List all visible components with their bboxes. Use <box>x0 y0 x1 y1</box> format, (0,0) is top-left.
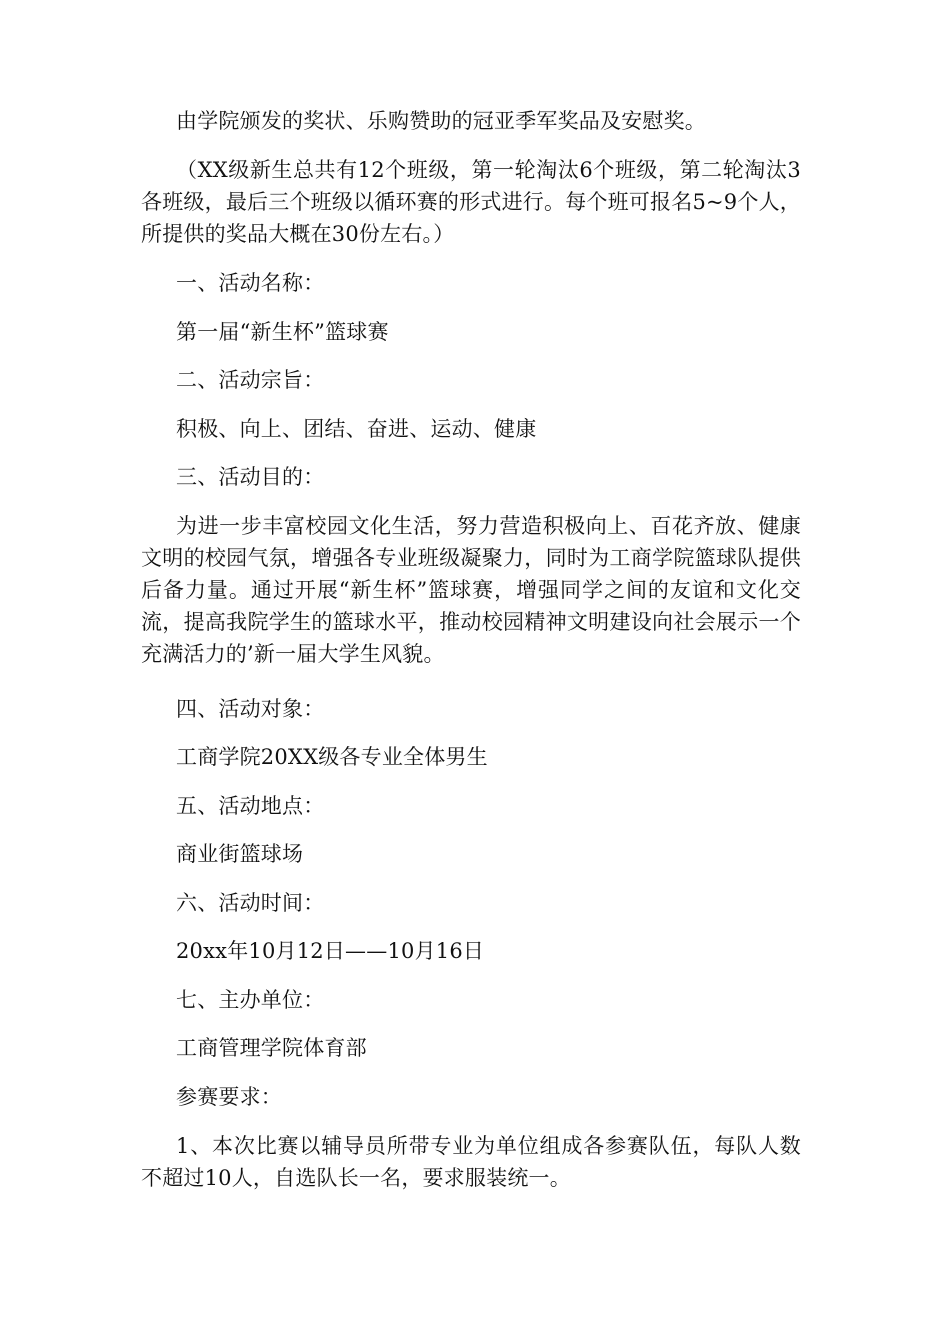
paragraph-activity-name: 第一届“新生杯”篮球赛 <box>176 320 389 344</box>
paragraph-organizer: 工商管理学院体育部 <box>176 1036 367 1060</box>
heading-activity-target: 四、活动对象： <box>176 697 325 721</box>
heading-requirements: 参赛要求： <box>176 1085 282 1109</box>
paragraph-activity-target: 工商学院20XX级各专业全体男生 <box>176 745 488 769</box>
heading-activity-time: 六、活动时间： <box>176 891 325 915</box>
paragraph-activity-location: 商业街篮球场 <box>176 842 304 866</box>
heading-activity-name: 一、活动名称： <box>176 271 325 295</box>
paragraph-class-note: （XX级新生总共有12个班级，第一轮淘汰6个班级，第二轮淘汰3各班级，最后三个班级以循环赛的形式进行。每个班可报名5~9个人，所提供的奖品大概在30份左右。） <box>141 158 801 246</box>
paragraph-activity-goal: 为进一步丰富校园文化生活，努力营造积极向上、百花齐放、健康文明的校园气氛，增强各专业班级凝聚力，同时为工商学院篮球队提供后备力量。通过开展“新生杯”篮球赛，增强同学之间的友谊和文化交流，提高我院学生的篮球水平，推动校园精神文明建设向社会展示一个充满活力的’新一届大学生风貌。 <box>141 514 801 666</box>
paragraph-requirement-1: 1、本次比赛以辅导员所带专业为单位组成各参赛队伍，每队人数不超过10人，自选队长一名，要求服装统一。 <box>141 1134 801 1190</box>
paragraph-activity-purpose: 积极、向上、团结、奋进、运动、健康 <box>176 417 537 441</box>
paragraph-awards: 由学院颁发的奖状、乐购赞助的冠亚季军奖品及安慰奖。 <box>176 109 706 133</box>
heading-organizer: 七、主办单位： <box>176 988 325 1012</box>
heading-activity-purpose: 二、活动宗旨： <box>176 368 325 392</box>
heading-activity-goal: 三、活动目的： <box>176 465 325 489</box>
paragraph-activity-time: 20xx年10月12日——10月16日 <box>176 939 485 963</box>
heading-activity-location: 五、活动地点： <box>176 794 325 818</box>
